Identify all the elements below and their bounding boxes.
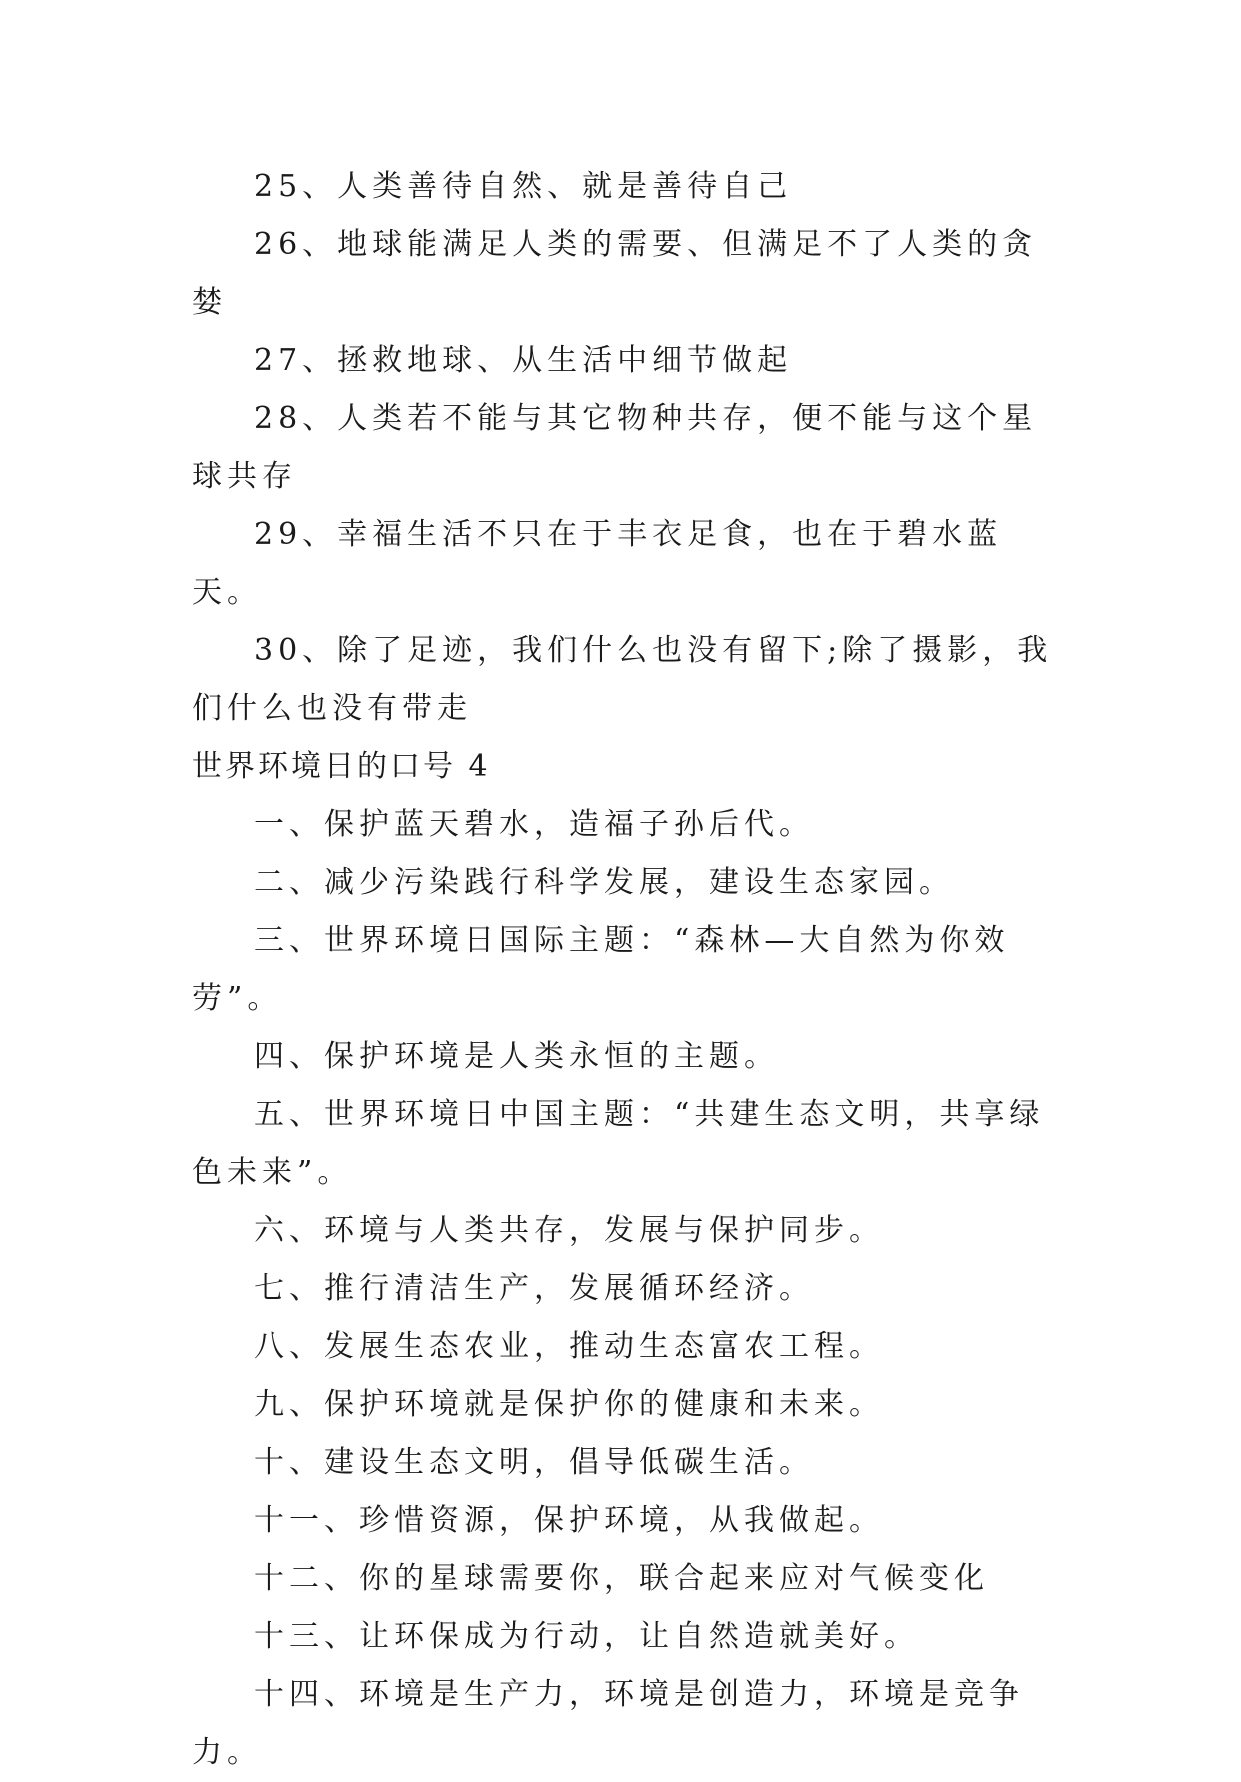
slogan-item-8: 八、发展生态农业，推动生态富农工程。 xyxy=(254,1329,884,1364)
slogan-item-14: 十四、环境是生产力，环境是创造力，环境是竞争力。 xyxy=(192,1677,1024,1770)
slogan-30: 30、除了足迹，我们什么也没有留下;除了摄影，我们什么也没有带走 xyxy=(192,633,1053,726)
slogan-item-12: 十二、你的星球需要你，联合起来应对气候变化 xyxy=(254,1561,989,1596)
slogan-28: 28、人类若不能与其它物种共存，便不能与这个星球共存 xyxy=(192,401,1038,494)
slogan-item-11: 十一、珍惜资源，保护环境，从我做起。 xyxy=(254,1503,884,1538)
slogan-29: 29、幸福生活不只在于丰衣足食，也在于碧水蓝天。 xyxy=(192,517,1003,610)
slogan-25: 25、人类善待自然、就是善待自己 xyxy=(254,169,793,204)
slogan-item-6: 六、环境与人类共存，发展与保护同步。 xyxy=(254,1213,884,1248)
slogan-item-5: 五、世界环境日中国主题：“共建生态文明，共享绿色未来”。 xyxy=(192,1097,1045,1190)
slogan-26: 26、地球能满足人类的需要、但满足不了人类的贪婪 xyxy=(192,227,1038,320)
slogan-item-4: 四、保护环境是人类永恒的主题。 xyxy=(254,1039,779,1074)
section-heading: 世界环境日的口号 4 xyxy=(192,749,491,784)
slogan-item-10: 十、建设生态文明，倡导低碳生活。 xyxy=(254,1445,814,1480)
slogan-27: 27、拯救地球、从生活中细节做起 xyxy=(254,343,793,378)
slogan-item-7: 七、推行清洁生产，发展循环经济。 xyxy=(254,1271,814,1306)
slogan-item-9: 九、保护环境就是保护你的健康和未来。 xyxy=(254,1387,884,1422)
slogan-item-2: 二、减少污染践行科学发展，建设生态家园。 xyxy=(254,865,954,900)
slogan-item-13: 十三、让环保成为行动，让自然造就美好。 xyxy=(254,1619,919,1654)
slogan-item-3: 三、世界环境日国际主题：“森林—大自然为你效劳”。 xyxy=(192,923,1010,1016)
document-body xyxy=(192,158,1072,1782)
slogan-item-1: 一、保护蓝天碧水，造福子孙后代。 xyxy=(254,807,814,842)
